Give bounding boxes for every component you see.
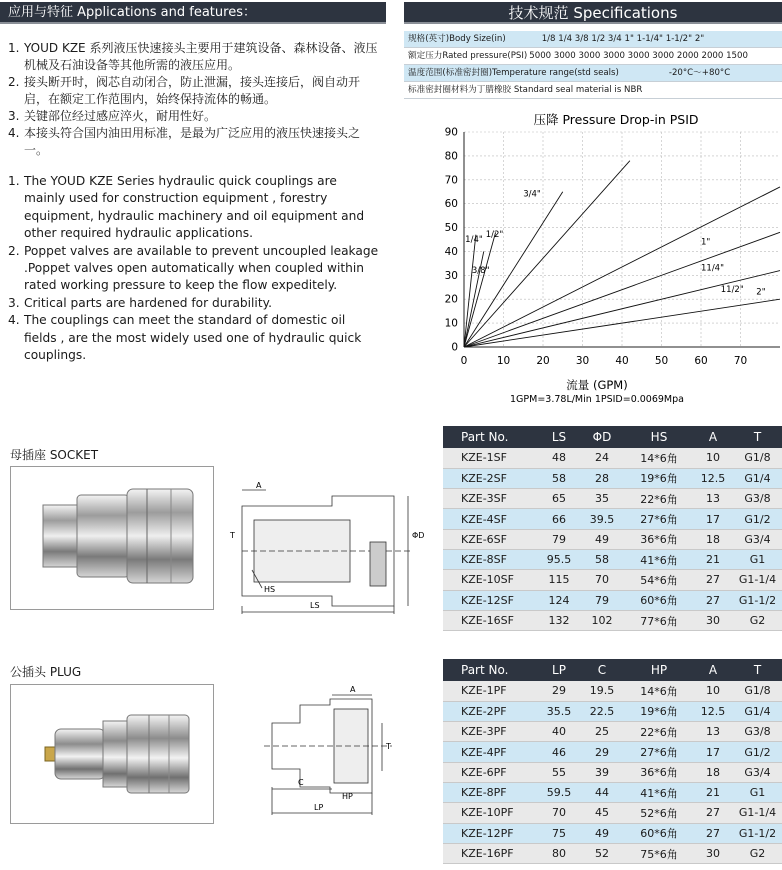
- table-cell: G1-1/4: [733, 803, 782, 823]
- table-cell: 75*6角: [625, 843, 693, 863]
- table-row: [443, 803, 782, 823]
- feature-en-item: 4. The couplings can meet the standard of domestic oil fields , are the most widely used one of hydraulic quick couplings.: [8, 313, 362, 363]
- table-cell: 28: [579, 468, 625, 488]
- table-cell: G1-1/2: [733, 823, 782, 843]
- table-cell: 22.5: [579, 701, 625, 721]
- chart-grid: [464, 132, 780, 347]
- plug-col-c: C: [579, 659, 625, 681]
- series-label: 1/4": [465, 234, 483, 245]
- table-cell: 77*6角: [625, 610, 693, 630]
- table-cell: 80: [539, 843, 579, 863]
- series-label: 3/8": [471, 265, 490, 276]
- plug-title: 公插头 PLUG: [10, 665, 82, 679]
- socket-title: 母插座 SOCKET: [10, 448, 99, 462]
- y-tick-label: 40: [444, 245, 458, 258]
- table-cell: 10: [693, 448, 733, 468]
- table-cell: 79: [579, 590, 625, 610]
- plug-dim-c: C: [298, 778, 304, 787]
- table-cell: 79: [539, 529, 579, 549]
- chart-title: 压降 Pressure Drop-in PSID: [533, 112, 699, 127]
- y-tick-label: 80: [444, 150, 458, 163]
- table-cell: 17: [693, 742, 733, 762]
- table-cell: KZE-16SF: [443, 610, 539, 630]
- table-cell: 52*6角: [625, 803, 693, 823]
- table-cell: 35: [579, 489, 625, 509]
- plug-col-t: T: [733, 659, 782, 681]
- table-cell: 36*6角: [625, 762, 693, 782]
- socket-drawing-svg: [230, 478, 425, 618]
- features-cn-list: [8, 40, 380, 159]
- table-cell: 58: [539, 468, 579, 488]
- spec-seal-row: 标准密封圈材料为丁腈橡胶 Standard seal material is NBR: [404, 82, 782, 99]
- table-cell: G1/2: [733, 742, 782, 762]
- socket-col-d: ΦD: [579, 426, 625, 448]
- table-cell: G1/8: [733, 681, 782, 701]
- socket-photo: [10, 466, 214, 610]
- table-cell: KZE-2SF: [443, 468, 539, 488]
- table-cell: 12.5: [693, 701, 733, 721]
- table-cell: KZE-6PF: [443, 762, 539, 782]
- table-cell: 54*6角: [625, 570, 693, 590]
- series-label: 11/2": [720, 285, 744, 296]
- table-cell: 44: [579, 782, 625, 802]
- plug-dim-lp: LP: [314, 803, 324, 812]
- plug-image: [11, 685, 213, 823]
- table-row: [443, 509, 782, 529]
- table-cell: G3/4: [733, 529, 782, 549]
- table-cell: 60*6角: [625, 823, 693, 843]
- table-cell: KZE-4PF: [443, 742, 539, 762]
- table-cell: 14*6角: [625, 681, 693, 701]
- table-cell: 75: [539, 823, 579, 843]
- table-row: [443, 823, 782, 843]
- table-row: [443, 701, 782, 721]
- table-cell: 27*6角: [625, 742, 693, 762]
- table-row: [443, 570, 782, 590]
- table-cell: KZE-16PF: [443, 843, 539, 863]
- table-cell: 21: [693, 549, 733, 569]
- table-cell: KZE-2PF: [443, 701, 539, 721]
- y-tick-label: 0: [451, 341, 458, 354]
- table-row: [443, 742, 782, 762]
- table-cell: 115: [539, 570, 579, 590]
- table-cell: KZE-10PF: [443, 803, 539, 823]
- feature-cn-item: 4. 本接头符合国内油田用标准，是最为广泛应用的液压快速接头之一。: [8, 126, 361, 157]
- plug-col-hp: HP: [625, 659, 693, 681]
- y-tick-label: 70: [444, 174, 458, 187]
- table-cell: G1/4: [733, 701, 782, 721]
- spec-table: [404, 31, 782, 99]
- feature-en-item: 1. The YOUD KZE Series hydraulic quick couplings are mainly used for construction equipment , forestry equipment, hydraulic machinery and oil equipment and other required hydraulic applications.: [8, 174, 365, 241]
- table-cell: G1: [733, 549, 782, 569]
- table-cell: 66: [539, 509, 579, 529]
- plug-photo: [10, 684, 214, 824]
- table-cell: G1/4: [733, 468, 782, 488]
- table-cell: 55: [539, 762, 579, 782]
- chart-conversion-note: 1GPM=3.78L/Min 1PSID=0.0069Mpa: [510, 394, 684, 405]
- x-tick-label: 40: [615, 355, 629, 367]
- table-cell: 29: [579, 742, 625, 762]
- table-row: [443, 489, 782, 509]
- table-row: [443, 529, 782, 549]
- socket-table-body: [443, 448, 782, 631]
- applications-header: 应用与特征 Applications and features：: [0, 2, 386, 24]
- socket-table-header: [443, 426, 782, 448]
- chart-x-axis-label: 流量 (GPM): [566, 378, 628, 392]
- features-en-list: [8, 173, 380, 364]
- table-cell: 39: [579, 762, 625, 782]
- table-row: [443, 468, 782, 488]
- feature-en-item: 3. Critical parts are hardened for durability.: [8, 295, 272, 310]
- feature-cn-item: 1. YOUD KZE 系列液压快速接头主要用于建筑设备、森林设备、液压机械及石油设备等其他所需的液压应用。: [8, 41, 378, 72]
- x-tick-label: 30: [575, 355, 590, 367]
- table-cell: G1/2: [733, 509, 782, 529]
- plug-col-a: A: [693, 659, 733, 681]
- table-cell: 49: [579, 529, 625, 549]
- table-cell: KZE-3SF: [443, 489, 539, 509]
- table-cell: 29: [539, 681, 579, 701]
- table-cell: 30: [693, 610, 733, 630]
- table-cell: 36*6角: [625, 529, 693, 549]
- socket-dim-d: ΦD: [412, 531, 425, 540]
- series-label: 2": [756, 287, 766, 298]
- table-cell: 41*6角: [625, 549, 693, 569]
- feature-cn-item: 2. 接头断开时，阀芯自动闭合，防止泄漏，接头连接后，阀自动开启，在额定工作范围内，始终保持流体的畅通。: [8, 75, 361, 106]
- table-cell: KZE-6SF: [443, 529, 539, 549]
- socket-col-hs: HS: [625, 426, 693, 448]
- table-cell: 12.5: [693, 468, 733, 488]
- table-cell: 19*6角: [625, 468, 693, 488]
- table-cell: G1-1/4: [733, 570, 782, 590]
- table-cell: G1-1/2: [733, 590, 782, 610]
- table-cell: 45: [579, 803, 625, 823]
- table-cell: G3/4: [733, 762, 782, 782]
- table-cell: KZE-12PF: [443, 823, 539, 843]
- plug-table: [443, 659, 782, 864]
- plug-table-body: [443, 681, 782, 864]
- table-cell: 22*6角: [625, 489, 693, 509]
- table-cell: 48: [539, 448, 579, 468]
- table-cell: 27*6角: [625, 509, 693, 529]
- table-row: [443, 610, 782, 630]
- table-cell: 25: [579, 722, 625, 742]
- table-row: [443, 590, 782, 610]
- table-cell: 21: [693, 782, 733, 802]
- spec-temperature-row: 温度范围(标准密封圈)Temperature range(std seals) -20°C～+80°C: [404, 65, 782, 82]
- table-cell: 13: [693, 722, 733, 742]
- table-cell: KZE-3PF: [443, 722, 539, 742]
- x-tick-label: 50: [654, 355, 669, 367]
- table-row: [443, 549, 782, 569]
- plug-table-header: [443, 659, 782, 681]
- table-cell: G2: [733, 843, 782, 863]
- table-cell: 22*6角: [625, 722, 693, 742]
- socket-col-a: A: [693, 426, 733, 448]
- y-tick-label: 30: [444, 269, 458, 282]
- y-tick-label: 90: [444, 126, 458, 139]
- socket-col-t: T: [733, 426, 782, 448]
- table-cell: 14*6角: [625, 448, 693, 468]
- table-cell: KZE-10SF: [443, 570, 539, 590]
- plug-drawing: [260, 683, 400, 821]
- table-cell: 46: [539, 742, 579, 762]
- table-cell: KZE-1SF: [443, 448, 539, 468]
- plug-dim-hp: HP: [342, 792, 353, 801]
- table-cell: 65: [539, 489, 579, 509]
- spec-pressure-row: 额定压力Rated pressure(PSI) 5000 3000 3000 3000 3000 3000 2000 2000 1500: [404, 48, 782, 65]
- feature-en-item: 2. Poppet valves are available to prevent uncoupled leakage .Poppet valves open automatically when coupled within rated working pressure to keep the flow expeditely.: [8, 243, 379, 293]
- table-cell: 27: [693, 823, 733, 843]
- table-row: [443, 681, 782, 701]
- table-cell: 124: [539, 590, 579, 610]
- table-cell: 60*6角: [625, 590, 693, 610]
- series-label: 11/4": [701, 263, 724, 274]
- socket-dim-ls: LS: [310, 601, 320, 610]
- x-tick-label: 0: [460, 355, 468, 367]
- table-cell: G1: [733, 782, 782, 802]
- table-row: [443, 843, 782, 863]
- table-cell: 40: [539, 722, 579, 742]
- table-row: [443, 762, 782, 782]
- table-cell: 52: [579, 843, 625, 863]
- series-label: 1": [701, 237, 711, 248]
- table-row: [443, 448, 782, 468]
- y-tick-label: 10: [444, 317, 458, 330]
- table-cell: 13: [693, 489, 733, 509]
- socket-dim-t: T: [230, 531, 235, 540]
- y-tick-label: 60: [444, 198, 458, 211]
- table-cell: 27: [693, 570, 733, 590]
- table-cell: 49: [579, 823, 625, 843]
- series-line: [464, 161, 630, 347]
- feature-cn-item: 3. 关键部位经过感应淬火，耐用性好。: [8, 109, 217, 123]
- x-tick-label: 70: [733, 355, 748, 367]
- plug-col-lp: LP: [539, 659, 579, 681]
- socket-image: [11, 467, 213, 609]
- table-cell: KZE-1PF: [443, 681, 539, 701]
- table-cell: 41*6角: [625, 782, 693, 802]
- socket-drawing: [230, 478, 425, 618]
- x-tick-label: 10: [496, 355, 511, 367]
- table-cell: KZE-8SF: [443, 549, 539, 569]
- table-cell: 17: [693, 509, 733, 529]
- y-tick-label: 20: [444, 293, 458, 306]
- x-tick-label: 60: [694, 355, 708, 367]
- table-cell: 19*6角: [625, 701, 693, 721]
- table-cell: 102: [579, 610, 625, 630]
- table-cell: 59.5: [539, 782, 579, 802]
- table-cell: 18: [693, 529, 733, 549]
- table-cell: 70: [579, 570, 625, 590]
- specifications-header: 技术规范 Specifications: [404, 2, 782, 24]
- series-line: [464, 271, 780, 347]
- pressure-drop-chart: [420, 108, 782, 408]
- table-cell: 58: [579, 549, 625, 569]
- table-cell: 35.5: [539, 701, 579, 721]
- series-label: 1/2": [485, 230, 504, 241]
- table-row: [443, 782, 782, 802]
- table-cell: 30: [693, 843, 733, 863]
- plug-drawing-svg: [260, 683, 400, 821]
- table-row: [443, 722, 782, 742]
- socket-table: [443, 426, 782, 631]
- table-cell: 27: [693, 803, 733, 823]
- table-cell: G3/8: [733, 722, 782, 742]
- table-cell: 24: [579, 448, 625, 468]
- socket-dim-a: A: [256, 481, 262, 490]
- table-cell: 18: [693, 762, 733, 782]
- table-cell: 95.5: [539, 549, 579, 569]
- plug-dim-a: A: [350, 685, 356, 694]
- spec-body-size-row: 规格(英寸)Body Size(in) 1/8 1/4 3/8 1/2 3/4 1" 1-1/4" 1-1/2" 2": [404, 31, 782, 48]
- table-cell: G3/8: [733, 489, 782, 509]
- table-cell: G2: [733, 610, 782, 630]
- features-section: [8, 40, 380, 364]
- series-label: 3/4": [523, 189, 541, 200]
- table-cell: 132: [539, 610, 579, 630]
- socket-dim-hs: HS: [264, 585, 276, 594]
- table-cell: 39.5: [579, 509, 625, 529]
- plug-dim-t: T: [386, 742, 391, 751]
- table-cell: KZE-4SF: [443, 509, 539, 529]
- table-cell: KZE-12SF: [443, 590, 539, 610]
- table-cell: 27: [693, 590, 733, 610]
- plug-col-part: Part No.: [443, 659, 539, 681]
- table-cell: 70: [539, 803, 579, 823]
- table-cell: G1/8: [733, 448, 782, 468]
- y-tick-label: 50: [444, 222, 458, 235]
- table-cell: KZE-8PF: [443, 782, 539, 802]
- socket-col-part: Part No.: [443, 426, 539, 448]
- table-cell: 10: [693, 681, 733, 701]
- x-tick-label: 20: [536, 355, 550, 367]
- table-cell: 19.5: [579, 681, 625, 701]
- socket-col-ls: LS: [539, 426, 579, 448]
